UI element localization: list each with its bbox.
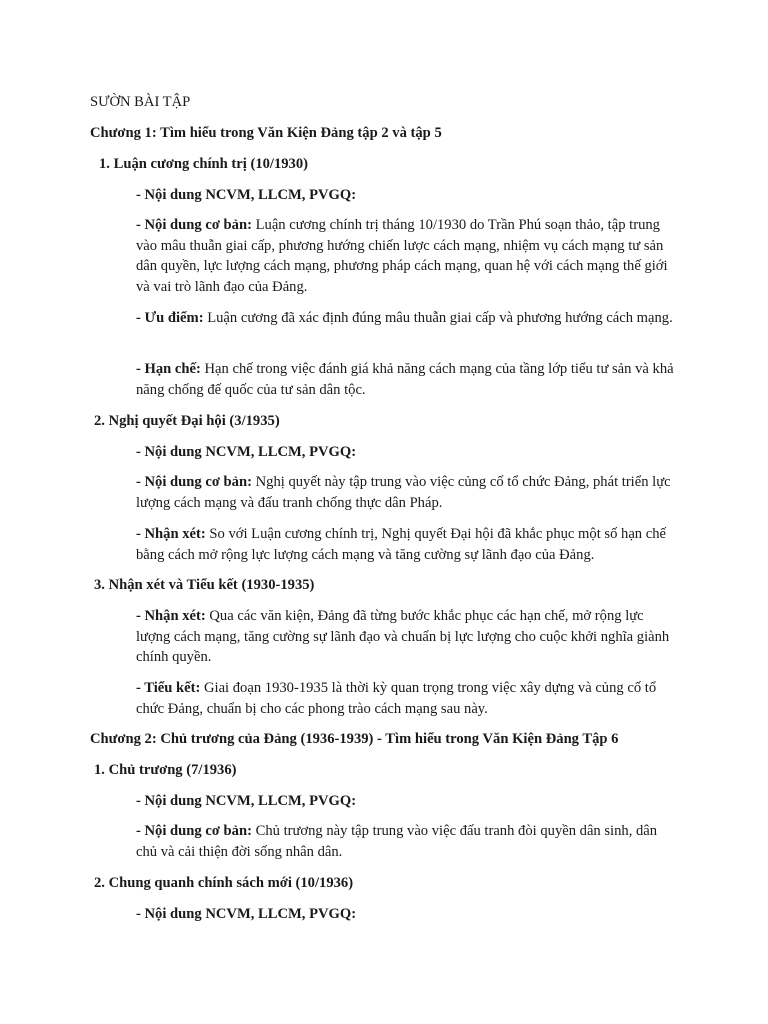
section-1-2-item-remarks <box>136 524 681 565</box>
item-label: - Nội dung cơ bản: <box>136 474 252 490</box>
item-text: Luận cương đã xác định đúng mâu thuẫn giai cấp và phương hướng cách mạng. <box>207 310 673 326</box>
section-2-2-heading: 2. Chung quanh chính sách mới (10/1936) <box>94 875 354 891</box>
section-2-1-item-content-label: - Nội dung NCVM, LLCM, PVGQ: <box>136 793 357 809</box>
item-text: Qua các văn kiện, Đảng đã từng bước khắc phục các hạn chế, mở rộng lực lượng cách mạng, tăng cường sự lãnh đạo và chuẩn bị lực lượng cho cuộc khởi nghĩa giành chính quyền. <box>136 608 670 665</box>
section-1-1-item-limitations <box>136 359 681 400</box>
item-label: - Nội dung cơ bản: <box>136 823 252 839</box>
section-1-2-item-content-label: - Nội dung NCVM, LLCM, PVGQ: <box>136 444 357 460</box>
section-2-2-item-content-label: - Nội dung NCVM, LLCM, PVGQ: <box>136 906 357 922</box>
item-label: - Nhận xét: <box>136 608 206 624</box>
section-2-1-item-basic-content <box>136 821 681 862</box>
section-1-1-item-strengths <box>136 308 681 329</box>
chapter-1-heading: Chương 1: Tìm hiểu trong Văn Kiện Đảng tập 2 và tập 5 <box>90 125 442 141</box>
document-title: SƯỜN BÀI TẬP <box>90 94 191 110</box>
item-label: - Tiểu kết: <box>136 680 201 696</box>
section-1-1-heading: 1. Luận cương chính trị (10/1930) <box>99 156 309 172</box>
item-label: - Hạn chế: <box>136 361 201 377</box>
section-1-3-item-remarks <box>136 606 681 668</box>
section-1-1-item-basic-content <box>136 215 681 297</box>
item-text: Chủ trương này tập trung vào việc đấu tranh đòi quyền dân sinh, dân chủ và cải thiện đời sống nhân dân. <box>136 823 658 860</box>
item-text: Hạn chế trong việc đánh giá khả năng cách mạng của tầng lớp tiểu tư sản và khả năng chống đế quốc của tư sản dân tộc. <box>136 361 674 398</box>
chapter-2-heading: Chương 2: Chủ trương của Đảng (1936-1939) - Tìm hiểu trong Văn Kiện Đảng Tập 6 <box>90 731 619 747</box>
item-text: Nghị quyết này tập trung vào việc củng cố tổ chức Đảng, phát triển lực lượng cách mạng và đấu tranh chống thực dân Pháp. <box>136 474 671 511</box>
item-text: So với Luận cương chính trị, Nghị quyết Đại hội đã khắc phục một số hạn chế bằng cách mở rộng lực lượng cách mạng và tăng cường sự lãnh đạo của Đảng. <box>136 526 666 563</box>
section-1-2-item-basic-content <box>136 472 681 513</box>
item-text: Luận cương chính trị tháng 10/1930 do Trần Phú soạn thảo, tập trung vào mâu thuẫn giai cấp, phương hướng chiến lược cách mạng, nhiệm vụ cách mạng tư sản dân quyền, lực lượng cách mạng, phương pháp cách mạng, quan hệ với cách mạng thế giới và vai trò lãnh đạo của Đảng. <box>136 217 668 295</box>
section-1-3-item-summary <box>136 678 681 719</box>
section-1-3-heading: 3. Nhận xét và Tiểu kết (1930-1935) <box>94 577 315 593</box>
section-2-1-heading: 1. Chủ trương (7/1936) <box>94 762 237 778</box>
item-label: - Nhận xét: <box>136 526 206 542</box>
section-1-2-heading: 2. Nghị quyết Đại hội (3/1935) <box>94 413 280 429</box>
item-label: - Nội dung cơ bản: <box>136 217 252 233</box>
section-1-1-item-content-label: - Nội dung NCVM, LLCM, PVGQ: <box>136 187 357 203</box>
item-label: - Ưu điểm: <box>136 310 204 326</box>
item-text: Giai đoạn 1930-1935 là thời kỳ quan trọng trong việc xây dựng và củng cố tổ chức Đảng, chuẩn bị cho các phong trào cách mạng sau này. <box>136 680 657 717</box>
